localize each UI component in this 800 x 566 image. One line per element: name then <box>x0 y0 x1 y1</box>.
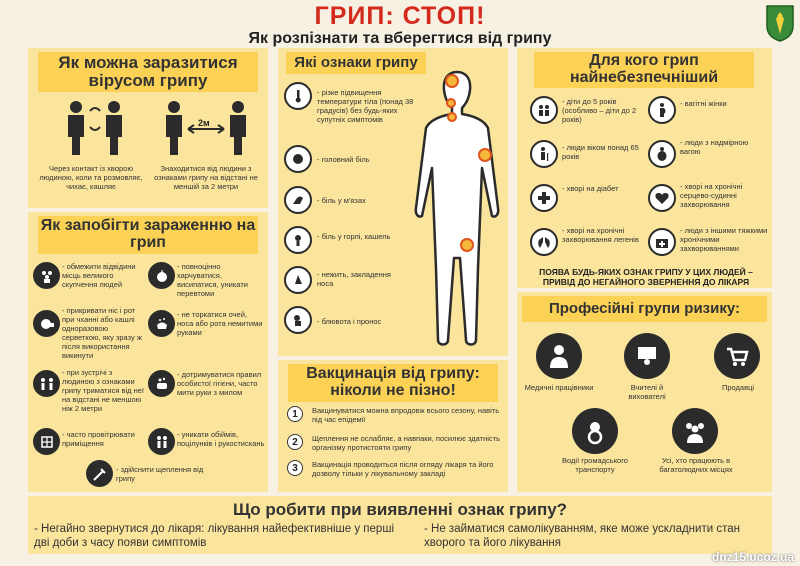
sign-item-vomit: - блювота і пронос <box>317 317 382 326</box>
risk-item-heart: - хворі на хронічні серцево-судинні захворювання <box>680 182 743 209</box>
sign-item-fever: - різке підвищення температури тіла (понад 38 градусів) без будь-яких супутніх симптомів <box>317 88 414 124</box>
driver-icon <box>572 408 618 454</box>
nose-icon <box>284 266 312 294</box>
distance-label: 2м <box>198 118 210 128</box>
professions-heading: Професійні групи ризику: <box>522 296 767 322</box>
elderly-icon <box>530 140 558 168</box>
risk-notice: ПОЯВА БУДЬ-ЯКИХ ОЗНАК ГРИПУ У ЦИХ ЛЮДЕЙ – ПРИВІД ДО НЕГАЙНОГО ЗВЕРНЕННЯ ДО ЛІКАРЯ <box>539 267 753 288</box>
symptom-marker-head <box>445 74 459 88</box>
risk-item-lungs: - хворі на хронічні захворювання легенів <box>562 226 639 244</box>
how-caption-contact: Через контакт із хворою людиною, коли та розмовляє, чихає, кашляє <box>39 164 143 191</box>
vacc-item-2: Щеплення не ослабляє, а навпаки, посилює здатність організму протистояти грипу <box>312 434 500 452</box>
person-distance-icon <box>33 370 60 397</box>
risk-item-chronic: - люди з іншими тяжкими хронічними захворюваннями <box>680 226 768 253</box>
handwash-icon <box>148 310 175 337</box>
doctor-icon <box>536 333 582 379</box>
pregnant-icon <box>648 96 676 124</box>
risk-item-overweight: - люди з надмірною вагою <box>680 138 749 156</box>
vacc-num-1: 1 <box>287 406 303 422</box>
symptom-marker-nose <box>446 98 456 108</box>
muscle-icon <box>284 186 312 214</box>
overweight-icon <box>648 140 676 168</box>
sign-item-throat: - біль у горлі, кашель <box>317 232 391 241</box>
vomit-icon <box>284 306 312 334</box>
syringe-icon <box>86 460 113 487</box>
prevent-item-crowd: - обмежити відвідини місць великого скупчення людей <box>62 262 136 289</box>
cart-icon <box>714 333 760 379</box>
action-heading: Що робити при виявленні ознак грипу? <box>232 500 568 520</box>
teacher-icon <box>624 333 670 379</box>
crowd-workers-icon <box>672 408 718 454</box>
emblem-icon <box>765 4 795 42</box>
vacc-num-2: 2 <box>287 434 303 450</box>
children-icon <box>530 96 558 124</box>
prevent-item-sneeze: - прикривати ніс і рот при чханні або кашлі одноразовою серветкою, яку зразу ж після використання викинути <box>62 306 142 360</box>
risk-item-pregnant: - вагітні жінки <box>680 99 727 108</box>
prevent-item-hygiene: - дотримуватися правил особистої гігієни, часто мити руки з милом <box>177 370 262 397</box>
prevent-item-vaccine: - здійснити щеплення від грипу <box>116 465 204 483</box>
symptom-marker-arm <box>478 148 492 162</box>
symptom-marker-throat <box>447 112 457 122</box>
headache-icon <box>284 145 312 173</box>
no-hug-icon <box>148 428 175 455</box>
page-subtitle: Як розпізнати та вберегтися від грипу <box>248 30 552 47</box>
symptom-marker-leg <box>460 238 474 252</box>
medkit-icon <box>648 228 676 256</box>
soap-icon <box>148 370 175 397</box>
sign-item-muscle: - біль у м'язах <box>317 196 366 205</box>
prevent-item-distance: - при зустрічі з людиною з ознаками грипу триматися від неї на відстані не меншою ніж 2 метри <box>62 368 144 413</box>
vacc-item-3: Вакцинація проводиться після огляду лікаря та його дозволу тільки у лікувальному закладі <box>312 460 494 478</box>
crowd-icon <box>33 262 60 289</box>
prevent-item-hugs: - уникати обіймів, поцілунків і рукостискань <box>177 430 265 448</box>
profession-sellers: Продавці <box>721 383 755 392</box>
how-caption-distance: Знаходитися від людини з ознаками грипу на відстані не меншій за 2 метри <box>154 164 258 191</box>
vacc-item-1: Вакцинуватися можна впродовж всього сезону, навіть під час епідемії <box>312 406 500 424</box>
page-title: ГРИП: СТОП! <box>314 2 486 30</box>
prevent-item-air: - часто провітрювати приміщення <box>62 430 135 448</box>
risk-groups-heading: Для кого грип найнебезпечніший <box>534 52 754 88</box>
risk-item-elderly: - люди віком понад 65 років <box>562 143 639 161</box>
profession-teachers: Вчителі й вихователі <box>628 383 666 401</box>
risk-item-diabetes: - хворі на діабет <box>562 184 619 193</box>
throat-icon <box>284 226 312 254</box>
how-heading: Як можна заразитися вірусом грипу <box>38 52 258 92</box>
profession-drivers: Водії громадського транспорту <box>562 456 628 474</box>
human-body-figure <box>410 68 504 352</box>
heart-icon <box>648 184 676 212</box>
sign-item-nose: - нежить, закладення носа <box>317 270 391 288</box>
lungs-icon <box>530 228 558 256</box>
action-left: - Негайно звернутися до лікаря: лікування найефективніше у перші дві доби з часу появи симптомів <box>34 523 395 550</box>
vacc-num-3: 3 <box>287 460 303 476</box>
handshake-icon <box>60 97 130 157</box>
watermark: dnz15.ucoz.ua <box>711 550 794 564</box>
prevent-heading: Як запобігти зараженню на грип <box>38 216 258 254</box>
apple-icon <box>148 262 175 289</box>
prevent-item-touch: - не торкатися очей, носа або рота немитими руками <box>177 310 263 337</box>
risk-item-children: - діти до 5 років (особливо – діти до 2 років) <box>562 97 637 124</box>
profession-medics: Медичні працівники <box>524 383 594 392</box>
prevent-item-food: - повноцінно харчуватися, висипатися, уникати перевтоми <box>177 262 248 298</box>
diabetes-icon <box>530 184 558 212</box>
signs-heading: Які ознаки грипу <box>286 52 426 74</box>
sign-item-headache: - головний біль <box>317 155 370 164</box>
thermometer-icon <box>284 82 312 110</box>
window-icon <box>33 428 60 455</box>
sneeze-icon <box>33 310 60 337</box>
vaccination-heading: Вакцинація від грипу: ніколи не пізно! <box>288 364 498 402</box>
profession-crowd: Усі, хто працюють в багатолюдних місцях <box>659 456 733 474</box>
action-right: - Не займатися самолікуванням, яке може ускладнити стан хворого та його лікування <box>424 523 740 550</box>
